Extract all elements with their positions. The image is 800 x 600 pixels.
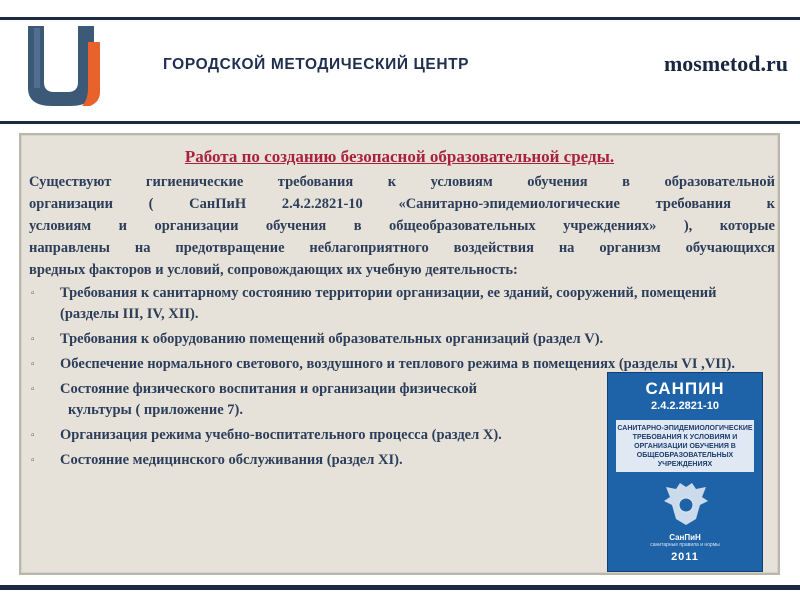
list-item-continuation: культуры ( приложение 7). [68,402,243,418]
bullet-marker-icon: ▫ [31,334,35,345]
sanpin-book-cover [607,372,763,572]
book-title: САНПИН [645,379,725,398]
list-item [29,329,777,350]
list-item-text: Состояние медицинского обслуживания (раздел XI). [60,452,403,468]
intro-line: Существуют гигиенические требования к условиям обучения в образовательной [29,174,775,190]
intro-line: организации ( СанПиН 2.4.2.2821-10 «Санитарно-эпидемиологические требования к [29,196,775,212]
intro-line: направлены на предотвращение неблагоприятного воздействия на организм обучающихся [29,240,775,256]
slide-title: Работа по созданию безопасной образовательной среды. [184,147,615,166]
book-number: 2.4.2.2821-10 [651,400,719,412]
list-item-text: Состояние физического воспитания и организации физической [60,381,478,397]
book-brand: СанПиН [669,533,701,542]
book-description: САНИТАРНО-ЭПИДЕМИОЛОГИЧЕСКИЕ ТРЕБОВАНИЯ К УСЛОВИЯМ И ОРГАНИЗАЦИИ ОБУЧЕНИЯ В ОБЩЕОБРАЗОВАТЕЛЬНЫХ УЧРЕЖДЕНИЯХ [616,420,754,472]
bullet-marker-icon: ▫ [31,430,35,441]
list-item-text: Требования к оборудованию помещений образовательных организаций (раздел V). [60,331,604,347]
list-item [29,283,775,325]
intro-line: условиям и организации обучения в общеобразовательных учреждениях» ), которые [29,218,775,234]
double-headed-eagle-icon [658,479,714,529]
intro-line: вредных факторов и условий, сопровождающих их учебную деятельность: [29,262,518,278]
intro-paragraph [29,171,775,281]
list-item-text: Организация режима учебно-воспитательного процесса (раздел X). [60,427,502,443]
bullet-marker-icon: ▫ [31,384,35,395]
mu-logo-icon [22,22,100,110]
book-year: 2011 [671,551,699,563]
bullet-marker-icon: ▫ [31,455,35,466]
svg-text:μ: μ [52,46,78,92]
bullet-marker-icon: ▫ [31,359,35,370]
list-item-text: Требования к санитарному состоянию территории организации, ее зданий, сооружений, помещений (разделы III, IV, XII). [60,285,717,322]
book-header [608,379,762,412]
book-subtitle: санитарные правила и нормы [650,542,720,548]
header-divider [0,121,800,124]
site-link[interactable]: mosmetod.ru [663,51,788,76]
bottom-rule [0,585,800,590]
bullet-marker-icon: ▫ [31,288,35,299]
list-item-text: Обеспечение нормального светового, воздушного и теплового режима в помещениях (разделы VI ,VII). [60,356,735,372]
top-rule [0,17,800,20]
org-title: ГОРОДСКОЙ МЕТОДИЧЕСКИЙ ЦЕНТР [163,56,470,73]
